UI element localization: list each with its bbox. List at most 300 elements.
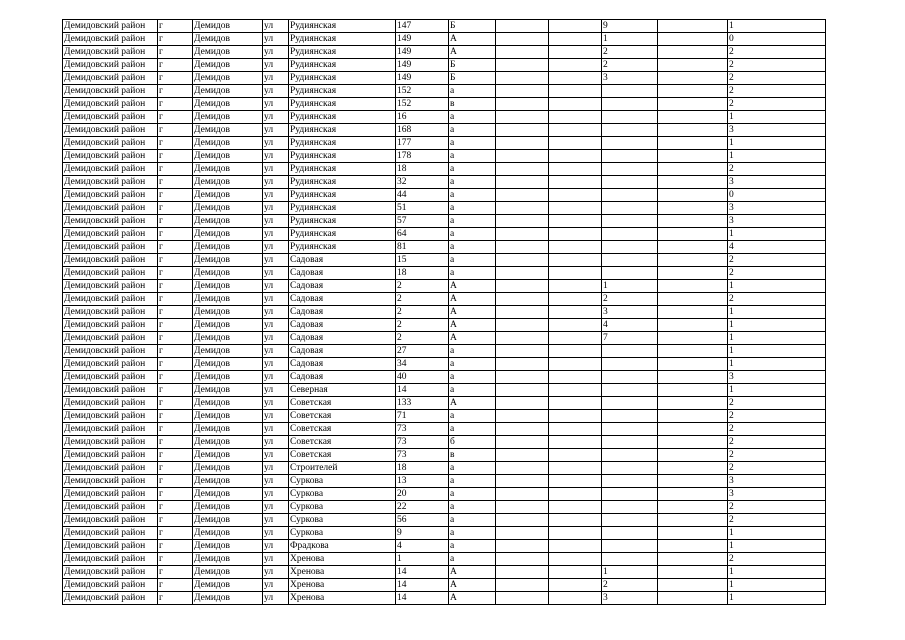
cell-col-9 (549, 514, 602, 527)
cell-col-11 (658, 241, 728, 254)
cell-col-11 (658, 566, 728, 579)
cell-settlement-type: г (158, 98, 193, 111)
cell-settlement-type: г (158, 124, 193, 137)
cell-apartment: 2 (602, 579, 658, 592)
cell-col-8 (496, 410, 549, 423)
cell-settlement-type: г (158, 566, 193, 579)
cell-street: Садовая (289, 280, 396, 293)
cell-col-8 (496, 423, 549, 436)
cell-building-letter: а (449, 371, 496, 384)
cell-street: Садовая (289, 371, 396, 384)
cell-col-8 (496, 306, 549, 319)
cell-city: Демидов (193, 280, 263, 293)
cell-street-type: ул (263, 436, 289, 449)
cell-col-11 (658, 176, 728, 189)
cell-building-letter: а (449, 241, 496, 254)
cell-col-11 (658, 163, 728, 176)
cell-count: 1 (728, 527, 826, 540)
cell-col-9 (549, 358, 602, 371)
cell-street: Рудиянская (289, 20, 396, 33)
cell-settlement-type: г (158, 488, 193, 501)
cell-col-8 (496, 462, 549, 475)
cell-col-9 (549, 137, 602, 150)
cell-settlement-type: г (158, 293, 193, 306)
cell-col-11 (658, 449, 728, 462)
address-table (62, 19, 826, 605)
cell-col-8 (496, 553, 549, 566)
cell-street: Рудиянская (289, 33, 396, 46)
cell-building-letter: А (449, 33, 496, 46)
cell-district: Демидовский район (63, 20, 158, 33)
cell-district: Демидовский район (63, 319, 158, 332)
cell-house-number: 40 (396, 371, 449, 384)
table-row (63, 423, 826, 436)
cell-count: 1 (728, 358, 826, 371)
cell-building-letter: А (449, 592, 496, 605)
cell-col-11 (658, 280, 728, 293)
cell-settlement-type: г (158, 449, 193, 462)
cell-street-type: ул (263, 592, 289, 605)
cell-street-type: ул (263, 228, 289, 241)
cell-count: 1 (728, 592, 826, 605)
cell-col-8 (496, 514, 549, 527)
cell-city: Демидов (193, 137, 263, 150)
cell-building-letter: А (449, 579, 496, 592)
cell-col-8 (496, 85, 549, 98)
table-row (63, 384, 826, 397)
cell-district: Демидовский район (63, 488, 158, 501)
cell-street-type: ул (263, 397, 289, 410)
cell-street: Садовая (289, 254, 396, 267)
cell-city: Демидов (193, 176, 263, 189)
cell-settlement-type: г (158, 254, 193, 267)
cell-col-8 (496, 293, 549, 306)
cell-count: 3 (728, 371, 826, 384)
cell-street: Садовая (289, 358, 396, 371)
cell-building-letter: а (449, 423, 496, 436)
table-row (63, 293, 826, 306)
cell-district: Демидовский район (63, 332, 158, 345)
cell-settlement-type: г (158, 384, 193, 397)
cell-apartment (602, 176, 658, 189)
cell-col-8 (496, 566, 549, 579)
cell-building-letter: Б (449, 20, 496, 33)
cell-apartment: 1 (602, 280, 658, 293)
cell-col-11 (658, 20, 728, 33)
cell-house-number: 149 (396, 46, 449, 59)
cell-district: Демидовский район (63, 267, 158, 280)
cell-house-number: 152 (396, 98, 449, 111)
cell-settlement-type: г (158, 189, 193, 202)
cell-city: Демидов (193, 46, 263, 59)
cell-street-type: ул (263, 345, 289, 358)
cell-building-letter: а (449, 358, 496, 371)
cell-apartment (602, 137, 658, 150)
cell-district: Демидовский район (63, 579, 158, 592)
cell-col-8 (496, 124, 549, 137)
cell-col-8 (496, 267, 549, 280)
cell-street-type: ул (263, 280, 289, 293)
table-row (63, 20, 826, 33)
cell-street-type: ул (263, 410, 289, 423)
cell-building-letter: А (449, 319, 496, 332)
cell-house-number: 13 (396, 475, 449, 488)
cell-count: 3 (728, 488, 826, 501)
cell-settlement-type: г (158, 540, 193, 553)
cell-street: Рудиянская (289, 85, 396, 98)
cell-count: 3 (728, 202, 826, 215)
cell-count: 1 (728, 579, 826, 592)
cell-col-8 (496, 345, 549, 358)
cell-count: 1 (728, 566, 826, 579)
cell-building-letter: А (449, 566, 496, 579)
cell-building-letter: А (449, 332, 496, 345)
cell-apartment: 2 (602, 293, 658, 306)
cell-col-8 (496, 501, 549, 514)
cell-street: Советская (289, 436, 396, 449)
table-row (63, 85, 826, 98)
cell-street-type: ул (263, 59, 289, 72)
cell-count: 1 (728, 540, 826, 553)
cell-house-number: 34 (396, 358, 449, 371)
cell-district: Демидовский район (63, 358, 158, 371)
cell-city: Демидов (193, 202, 263, 215)
cell-col-9 (549, 553, 602, 566)
cell-house-number: 51 (396, 202, 449, 215)
cell-col-11 (658, 540, 728, 553)
cell-building-letter: Б (449, 72, 496, 85)
cell-building-letter: а (449, 345, 496, 358)
cell-street-type: ул (263, 488, 289, 501)
cell-col-9 (549, 254, 602, 267)
cell-settlement-type: г (158, 553, 193, 566)
cell-col-9 (549, 267, 602, 280)
cell-city: Демидов (193, 72, 263, 85)
table-row (63, 33, 826, 46)
cell-apartment: 3 (602, 72, 658, 85)
cell-street: Рудиянская (289, 202, 396, 215)
cell-settlement-type: г (158, 59, 193, 72)
cell-settlement-type: г (158, 410, 193, 423)
cell-building-letter: Б (449, 59, 496, 72)
cell-apartment (602, 358, 658, 371)
table-row (63, 137, 826, 150)
cell-col-11 (658, 267, 728, 280)
cell-house-number: 149 (396, 72, 449, 85)
cell-building-letter: а (449, 501, 496, 514)
cell-col-9 (549, 228, 602, 241)
cell-apartment (602, 254, 658, 267)
cell-street: Хренова (289, 592, 396, 605)
cell-house-number: 177 (396, 137, 449, 150)
cell-city: Демидов (193, 241, 263, 254)
cell-house-number: 14 (396, 566, 449, 579)
cell-col-9 (549, 85, 602, 98)
cell-building-letter: а (449, 540, 496, 553)
cell-settlement-type: г (158, 501, 193, 514)
table-row (63, 345, 826, 358)
cell-col-9 (549, 332, 602, 345)
cell-city: Демидов (193, 98, 263, 111)
cell-settlement-type: г (158, 280, 193, 293)
cell-col-8 (496, 527, 549, 540)
cell-settlement-type: г (158, 358, 193, 371)
cell-city: Демидов (193, 501, 263, 514)
cell-city: Демидов (193, 423, 263, 436)
cell-district: Демидовский район (63, 293, 158, 306)
cell-street-type: ул (263, 332, 289, 345)
cell-col-9 (549, 163, 602, 176)
cell-count: 2 (728, 254, 826, 267)
cell-city: Демидов (193, 475, 263, 488)
cell-col-9 (549, 527, 602, 540)
table-body (63, 20, 826, 605)
cell-house-number: 73 (396, 423, 449, 436)
table-row (63, 59, 826, 72)
cell-house-number: 64 (396, 228, 449, 241)
cell-count: 2 (728, 59, 826, 72)
cell-district: Демидовский район (63, 124, 158, 137)
cell-city: Демидов (193, 410, 263, 423)
cell-street-type: ул (263, 462, 289, 475)
cell-settlement-type: г (158, 579, 193, 592)
table-row (63, 371, 826, 384)
cell-col-8 (496, 358, 549, 371)
cell-street: Рудиянская (289, 111, 396, 124)
cell-city: Демидов (193, 436, 263, 449)
cell-col-11 (658, 579, 728, 592)
cell-city: Демидов (193, 449, 263, 462)
cell-col-9 (549, 345, 602, 358)
cell-col-11 (658, 228, 728, 241)
cell-settlement-type: г (158, 423, 193, 436)
cell-col-8 (496, 46, 549, 59)
cell-col-8 (496, 176, 549, 189)
cell-district: Демидовский район (63, 410, 158, 423)
cell-count: 2 (728, 267, 826, 280)
cell-building-letter: а (449, 267, 496, 280)
cell-district: Демидовский район (63, 423, 158, 436)
cell-street: Суркова (289, 501, 396, 514)
cell-street: Рудиянская (289, 137, 396, 150)
cell-building-letter: а (449, 137, 496, 150)
cell-col-9 (549, 72, 602, 85)
cell-count: 3 (728, 215, 826, 228)
table-row (63, 527, 826, 540)
cell-col-9 (549, 280, 602, 293)
cell-district: Демидовский район (63, 475, 158, 488)
cell-count: 2 (728, 72, 826, 85)
table-row (63, 150, 826, 163)
cell-house-number: 14 (396, 592, 449, 605)
cell-settlement-type: г (158, 319, 193, 332)
cell-street-type: ул (263, 20, 289, 33)
cell-street: Рудиянская (289, 163, 396, 176)
cell-building-letter: а (449, 189, 496, 202)
cell-district: Демидовский район (63, 527, 158, 540)
cell-house-number: 32 (396, 176, 449, 189)
table-row (63, 449, 826, 462)
cell-settlement-type: г (158, 20, 193, 33)
cell-house-number: 149 (396, 59, 449, 72)
cell-col-8 (496, 397, 549, 410)
cell-col-8 (496, 384, 549, 397)
cell-count: 2 (728, 423, 826, 436)
cell-street: Хренова (289, 553, 396, 566)
cell-district: Демидовский район (63, 449, 158, 462)
cell-settlement-type: г (158, 241, 193, 254)
cell-district: Демидовский район (63, 150, 158, 163)
cell-col-11 (658, 46, 728, 59)
cell-col-8 (496, 228, 549, 241)
cell-col-11 (658, 33, 728, 46)
cell-col-8 (496, 137, 549, 150)
cell-settlement-type: г (158, 163, 193, 176)
cell-col-9 (549, 436, 602, 449)
cell-district: Демидовский район (63, 98, 158, 111)
cell-col-9 (549, 124, 602, 137)
cell-settlement-type: г (158, 72, 193, 85)
cell-building-letter: А (449, 46, 496, 59)
cell-col-11 (658, 215, 728, 228)
cell-street: Садовая (289, 332, 396, 345)
cell-col-8 (496, 371, 549, 384)
cell-street: Рудиянская (289, 241, 396, 254)
cell-col-8 (496, 436, 549, 449)
cell-count: 2 (728, 397, 826, 410)
table-row (63, 319, 826, 332)
cell-building-letter: а (449, 228, 496, 241)
cell-col-9 (549, 202, 602, 215)
cell-col-11 (658, 72, 728, 85)
cell-col-9 (549, 423, 602, 436)
cell-col-11 (658, 124, 728, 137)
cell-col-8 (496, 189, 549, 202)
cell-apartment (602, 514, 658, 527)
cell-district: Демидовский район (63, 72, 158, 85)
cell-col-9 (549, 501, 602, 514)
cell-street-type: ул (263, 384, 289, 397)
cell-apartment (602, 423, 658, 436)
cell-apartment (602, 228, 658, 241)
cell-col-9 (549, 176, 602, 189)
cell-city: Демидов (193, 306, 263, 319)
table-row (63, 501, 826, 514)
cell-apartment (602, 436, 658, 449)
cell-count: 1 (728, 20, 826, 33)
cell-apartment (602, 527, 658, 540)
table-row (63, 592, 826, 605)
cell-col-9 (549, 111, 602, 124)
cell-street-type: ул (263, 46, 289, 59)
cell-count: 2 (728, 514, 826, 527)
cell-col-9 (549, 384, 602, 397)
cell-building-letter: А (449, 280, 496, 293)
cell-apartment: 7 (602, 332, 658, 345)
cell-apartment (602, 501, 658, 514)
cell-city: Демидов (193, 514, 263, 527)
cell-city: Демидов (193, 267, 263, 280)
cell-building-letter: а (449, 527, 496, 540)
cell-col-11 (658, 306, 728, 319)
cell-col-11 (658, 371, 728, 384)
cell-col-11 (658, 98, 728, 111)
cell-district: Демидовский район (63, 85, 158, 98)
table-row (63, 475, 826, 488)
cell-district: Демидовский район (63, 215, 158, 228)
cell-col-8 (496, 280, 549, 293)
cell-apartment (602, 150, 658, 163)
cell-street-type: ул (263, 111, 289, 124)
cell-house-number: 56 (396, 514, 449, 527)
cell-col-11 (658, 358, 728, 371)
cell-col-9 (549, 59, 602, 72)
cell-city: Демидов (193, 85, 263, 98)
cell-apartment (602, 462, 658, 475)
cell-street-type: ул (263, 215, 289, 228)
cell-city: Демидов (193, 345, 263, 358)
cell-street-type: ул (263, 85, 289, 98)
table-row (63, 72, 826, 85)
cell-street: Советская (289, 397, 396, 410)
cell-count: 2 (728, 553, 826, 566)
cell-col-8 (496, 72, 549, 85)
cell-apartment (602, 111, 658, 124)
cell-count: 1 (728, 319, 826, 332)
cell-city: Демидов (193, 20, 263, 33)
cell-count: 2 (728, 98, 826, 111)
cell-settlement-type: г (158, 137, 193, 150)
cell-col-9 (549, 150, 602, 163)
cell-count: 2 (728, 501, 826, 514)
cell-col-11 (658, 293, 728, 306)
cell-col-11 (658, 332, 728, 345)
cell-district: Демидовский район (63, 306, 158, 319)
cell-city: Демидов (193, 358, 263, 371)
cell-street: Рудиянская (289, 98, 396, 111)
cell-settlement-type: г (158, 215, 193, 228)
cell-settlement-type: г (158, 462, 193, 475)
cell-count: 1 (728, 345, 826, 358)
cell-house-number: 2 (396, 280, 449, 293)
cell-count: 3 (728, 124, 826, 137)
table-row (63, 98, 826, 111)
cell-street-type: ул (263, 371, 289, 384)
cell-count: 1 (728, 332, 826, 345)
cell-street-type: ул (263, 163, 289, 176)
table-row (63, 176, 826, 189)
cell-house-number: 1 (396, 553, 449, 566)
table-row (63, 579, 826, 592)
cell-city: Демидов (193, 293, 263, 306)
cell-street: Советская (289, 423, 396, 436)
cell-col-9 (549, 475, 602, 488)
cell-city: Демидов (193, 124, 263, 137)
cell-col-9 (549, 410, 602, 423)
cell-col-11 (658, 423, 728, 436)
cell-count: 1 (728, 384, 826, 397)
cell-col-11 (658, 254, 728, 267)
cell-count: 2 (728, 46, 826, 59)
cell-city: Демидов (193, 332, 263, 345)
cell-district: Демидовский район (63, 202, 158, 215)
cell-col-8 (496, 33, 549, 46)
cell-col-9 (549, 306, 602, 319)
cell-street-type: ул (263, 501, 289, 514)
cell-count: 2 (728, 163, 826, 176)
cell-building-letter: а (449, 163, 496, 176)
table-row (63, 241, 826, 254)
